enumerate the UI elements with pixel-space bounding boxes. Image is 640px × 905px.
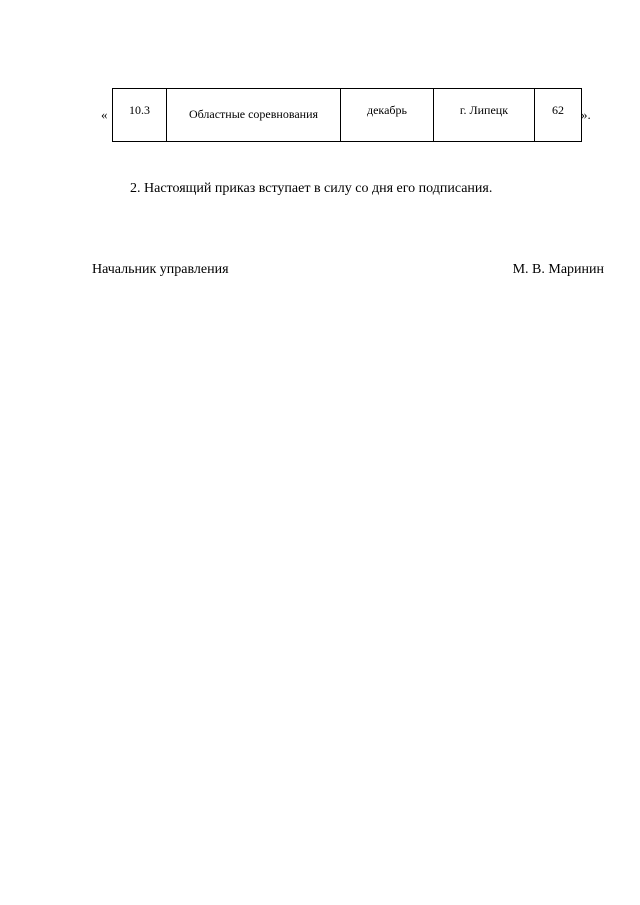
- events-table: [112, 88, 582, 142]
- table-row: [113, 89, 582, 142]
- signature-name: М. В. Маринин: [512, 262, 604, 277]
- signature-role: Начальник управления: [92, 262, 229, 277]
- order-paragraph: 2. Настоящий приказ вступает в силу со дня его подписания.: [130, 181, 493, 196]
- open-quote: «: [101, 107, 108, 122]
- close-quote: ».: [581, 107, 591, 122]
- cell-event-name: Областные соревнования: [167, 89, 341, 142]
- cell-number: 10.3: [113, 89, 167, 142]
- cell-city: г. Липецк: [434, 89, 535, 142]
- cell-month: декабрь: [341, 89, 434, 142]
- cell-count: 62: [535, 89, 582, 142]
